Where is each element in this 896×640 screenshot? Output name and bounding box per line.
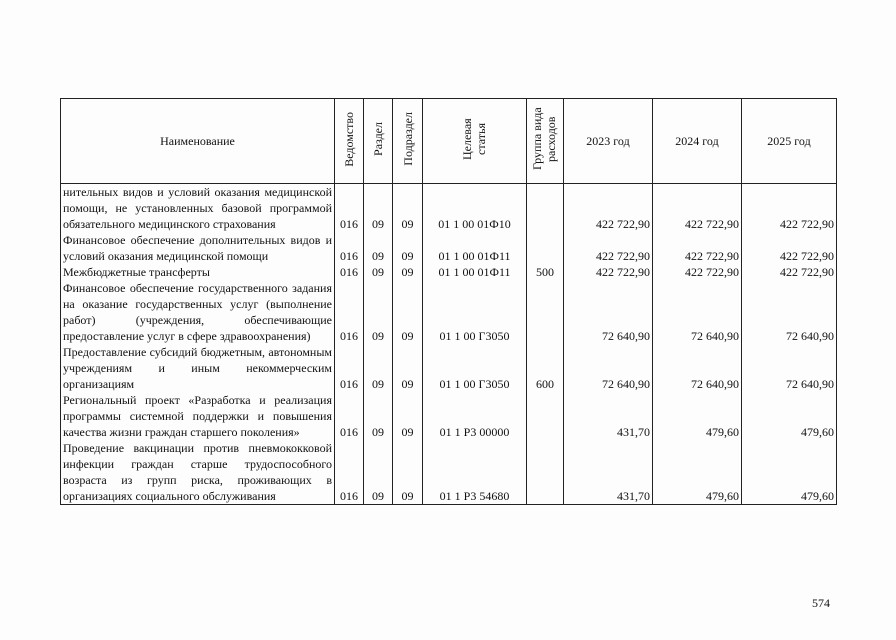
page-number: 574 (812, 596, 830, 610)
header-dept (335, 99, 364, 184)
row-group (527, 280, 564, 344)
row-dept: 016 (335, 344, 364, 392)
row-target: 01 1 Р3 54680 (423, 440, 527, 505)
row-name: Финансовое обеспечение дополнительных видов и условий оказания медицинской помощи (61, 232, 335, 264)
row-dept: 016 (335, 392, 364, 440)
row-subsection: 09 (393, 440, 423, 505)
row-dept: 016 (335, 264, 364, 280)
row-target: 01 1 00 01Ф11 (423, 232, 527, 264)
row-group (527, 440, 564, 505)
row-2025: 479,60 (742, 440, 837, 505)
row-2023: 72 640,90 (564, 344, 653, 392)
table-row (61, 232, 837, 264)
row-name: Межбюджетные трансферты (61, 264, 335, 280)
table-row (61, 392, 837, 440)
header-2024: 2024 год (653, 99, 742, 184)
row-2025: 422 722,90 (742, 232, 837, 264)
header-2023: 2023 год (564, 99, 653, 184)
row-group: 600 (527, 344, 564, 392)
row-target: 01 1 00 01Ф10 (423, 184, 527, 233)
header-subsection (393, 99, 423, 184)
row-2025: 479,60 (742, 392, 837, 440)
header-expense-group-label: Группа вида расходов (530, 107, 558, 171)
row-section: 09 (364, 392, 393, 440)
table-row (61, 280, 837, 344)
table-header-row (61, 99, 837, 184)
row-2024: 422 722,90 (653, 232, 742, 264)
header-section-label: Раздел (371, 122, 385, 156)
budget-table (60, 98, 837, 505)
row-2024: 72 640,90 (653, 280, 742, 344)
row-2025: 72 640,90 (742, 280, 837, 344)
row-subsection: 09 (393, 184, 423, 233)
row-2023: 72 640,90 (564, 280, 653, 344)
row-2023: 431,70 (564, 392, 653, 440)
row-2023: 422 722,90 (564, 232, 653, 264)
row-target: 01 1 00 01Ф11 (423, 264, 527, 280)
row-name: нительных видов и условий оказания медицинской помощи, не установленных базовой программой обязательного медицинского страхования (61, 184, 335, 233)
header-expense-group (527, 99, 564, 184)
row-2023: 431,70 (564, 440, 653, 505)
row-subsection: 09 (393, 392, 423, 440)
row-group: 500 (527, 264, 564, 280)
row-2024: 479,60 (653, 440, 742, 505)
header-name: Наименование (61, 99, 335, 184)
row-subsection: 09 (393, 280, 423, 344)
row-target: 01 1 Р3 00000 (423, 392, 527, 440)
row-group (527, 392, 564, 440)
row-name: Предоставление субсидий бюджетным, автономным учреждениям и иным некоммерческим организациям (61, 344, 335, 392)
row-2023: 422 722,90 (564, 184, 653, 233)
row-subsection: 09 (393, 232, 423, 264)
row-group (527, 232, 564, 264)
row-name: Региональный проект «Разработка и реализация программы системной поддержки и повышения качества жизни граждан старшего поколения» (61, 392, 335, 440)
row-2024: 72 640,90 (653, 344, 742, 392)
row-2024: 422 722,90 (653, 184, 742, 233)
row-2025: 422 722,90 (742, 264, 837, 280)
row-section: 09 (364, 344, 393, 392)
header-2025: 2025 год (742, 99, 837, 184)
row-dept: 016 (335, 184, 364, 233)
table-row (61, 440, 837, 505)
table-row (61, 184, 837, 233)
row-section: 09 (364, 440, 393, 505)
row-target: 01 1 00 Г3050 (423, 344, 527, 392)
header-subsection-label: Подраздел (400, 112, 415, 166)
header-target (423, 99, 527, 184)
row-dept: 016 (335, 440, 364, 505)
row-name: Проведение вакцинации против пневмококковой инфекции граждан старше трудоспособного возраста из групп риска, проживающих в организациях социального обслуживания (61, 440, 335, 505)
row-subsection: 09 (393, 264, 423, 280)
row-2025: 72 640,90 (742, 344, 837, 392)
row-dept: 016 (335, 280, 364, 344)
row-name: Финансовое обеспечение государственного задания на оказание государственных услуг (выполнение работ) (учреждения, обеспечивающие предоставление услуг в сфере здравоохранения) (61, 280, 335, 344)
row-section: 09 (364, 280, 393, 344)
row-2025: 422 722,90 (742, 184, 837, 233)
row-section: 09 (364, 232, 393, 264)
row-group (527, 184, 564, 233)
header-target-label: Целевая статья (459, 118, 488, 160)
row-section: 09 (364, 264, 393, 280)
row-dept: 016 (335, 232, 364, 264)
row-section: 09 (364, 184, 393, 233)
row-target: 01 1 00 Г3050 (423, 280, 527, 344)
table-row (61, 264, 837, 280)
row-2024: 479,60 (653, 392, 742, 440)
row-subsection: 09 (393, 344, 423, 392)
row-2023: 422 722,90 (564, 264, 653, 280)
header-dept-label: Ведомство (342, 111, 356, 167)
row-2024: 422 722,90 (653, 264, 742, 280)
table-row (61, 344, 837, 392)
header-section (364, 99, 393, 184)
